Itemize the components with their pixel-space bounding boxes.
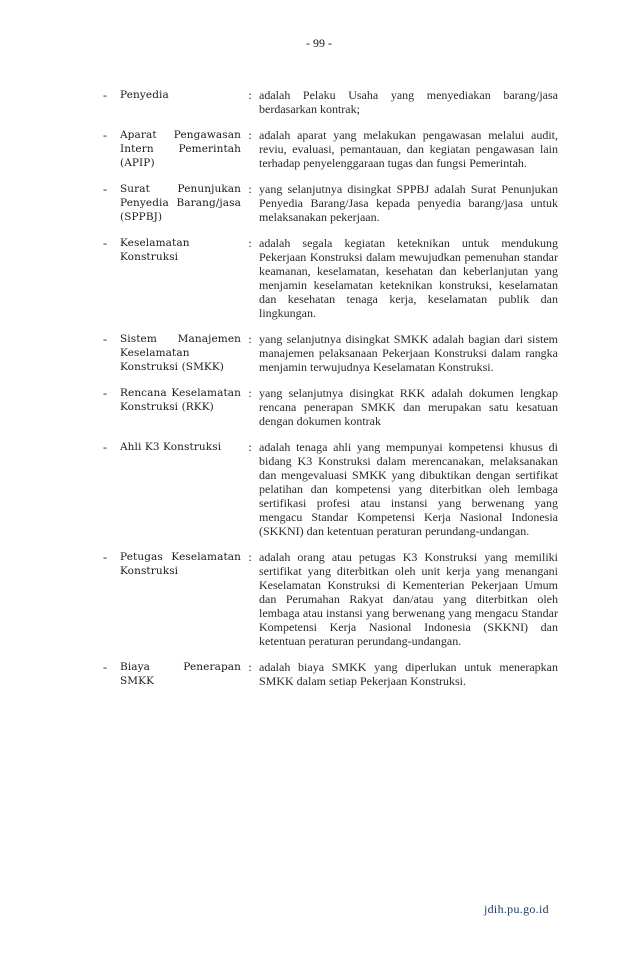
definition-entry-rkk xyxy=(103,386,558,428)
definition-entry-keselamatan-konstruksi xyxy=(103,236,558,320)
term-separator: : xyxy=(248,182,252,196)
term-separator: : xyxy=(248,550,252,564)
list-dash: - xyxy=(103,128,107,142)
definition-term: Rencana Keselamatan Konstruksi (RKK) xyxy=(120,387,241,413)
term-separator: : xyxy=(248,332,252,346)
list-dash: - xyxy=(103,660,107,674)
definition-text: adalah Pelaku Usaha yang menyediakan barang/jasa berdasarkan kontrak; xyxy=(259,88,558,116)
list-dash: - xyxy=(103,386,107,400)
list-dash: - xyxy=(103,332,107,346)
term-separator: : xyxy=(248,236,252,250)
definition-text: adalah biaya SMKK yang diperlukan untuk menerapkan SMKK dalam setiap Pekerjaan Konstruksi. xyxy=(259,660,558,688)
definition-text: yang selanjutnya disingkat RKK adalah dokumen lengkap rencana penerapan SMKK dan merupakan satu kesatuan dengan dokumen kontrak xyxy=(259,386,558,428)
definition-entry-penyedia xyxy=(103,88,558,116)
list-dash: - xyxy=(103,236,107,250)
definition-text: yang selanjutnya disingkat SPPBJ adalah Surat Penunjukan Penyedia Barang/Jasa kepada penyedia barang/jasa untuk melaksanakan pekerjaan. xyxy=(259,182,558,224)
definition-term: Surat Penunjukan Penyedia Barang/jasa (SPPBJ) xyxy=(120,183,241,223)
definition-term: Aparat Pengawasan Intern Pemerintah (APIP) xyxy=(120,129,241,169)
definition-term: Keselamatan Konstruksi xyxy=(120,237,190,263)
footer-website-link[interactable]: jdih.pu.go.id xyxy=(484,902,549,916)
term-separator: : xyxy=(248,386,252,400)
term-separator: : xyxy=(248,88,252,102)
definition-text: adalah orang atau petugas K3 Konstruksi yang memiliki sertifikat yang diterbitkan oleh unit kerja yang menangani Keselamatan Konstruksi di Kementerian Pekerjaan Umum dan Perumahan Rakyat dan/atau yang diterbitkan oleh lembaga atau instansi yang berwenang yang mengacu Standar Kompetensi Kerja Nasional Indonesia (SKKNI) dan ketentuan peraturan perundang-undangan. xyxy=(259,550,558,648)
page-number: - 99 - xyxy=(306,36,332,50)
definition-text: adalah aparat yang melakukan pengawasan melalui audit, reviu, evaluasi, pemantauan, dan kegiatan pengawasan lain terhadap penyelenggaraan tugas dan fungsi Pemerintah. xyxy=(259,128,558,170)
definition-entry-apip xyxy=(103,128,558,170)
list-dash: - xyxy=(103,182,107,196)
definition-entry-petugas-keselamatan xyxy=(103,550,558,648)
definition-entry-sppbj xyxy=(103,182,558,224)
definition-term: Biaya Penerapan SMKK xyxy=(120,661,241,687)
list-dash: - xyxy=(103,440,107,454)
definition-term: Penyedia xyxy=(120,89,169,101)
term-separator: : xyxy=(248,660,252,674)
definition-entry-biaya-penerapan xyxy=(103,660,558,688)
definition-term: Ahli K3 Konstruksi xyxy=(120,441,222,453)
term-separator: : xyxy=(248,128,252,142)
definition-text: adalah tenaga ahli yang mempunyai kompetensi khusus di bidang K3 Konstruksi dalam merencanakan, melaksanakan dan mengevaluasi SMKK yang dibuktikan dengan sertifikat pelatihan dan kompetensi yang diterbitkan oleh lembaga sertifikasi profesi atau instansi yang berwenang yang mengacu Standar Kompetensi Kerja Nasional Indonesia (SKKNI) dan ketentuan peraturan perundang-undangan. xyxy=(259,440,558,538)
definition-list xyxy=(103,88,558,688)
list-dash: - xyxy=(103,550,107,564)
definition-text: adalah segala kegiatan keteknikan untuk mendukung Pekerjaan Konstruksi dalam mewujudkan pemenuhan standar keamanan, keselamatan, kesehatan dan keberlanjutan yang menjamin keselamatan keteknikan konstruksi, keselamatan dan kesehatan tenaga kerja, keselamatan publik dan lingkungan. xyxy=(259,236,558,320)
definition-entry-smkk xyxy=(103,332,558,374)
list-dash: - xyxy=(103,88,107,102)
definition-term: Sistem Manajemen Keselamatan Konstruksi (SMKK) xyxy=(120,333,241,373)
definition-entry-ahli-k3 xyxy=(103,440,558,538)
definition-term: Petugas Keselamatan Konstruksi xyxy=(120,551,241,577)
definition-text: yang selanjutnya disingkat SMKK adalah bagian dari sistem manajemen pelaksanaan Pekerjaan Konstruksi dalam rangka menjamin terwujudnya Keselamatan Konstruksi. xyxy=(259,332,558,374)
term-separator: : xyxy=(248,440,252,454)
